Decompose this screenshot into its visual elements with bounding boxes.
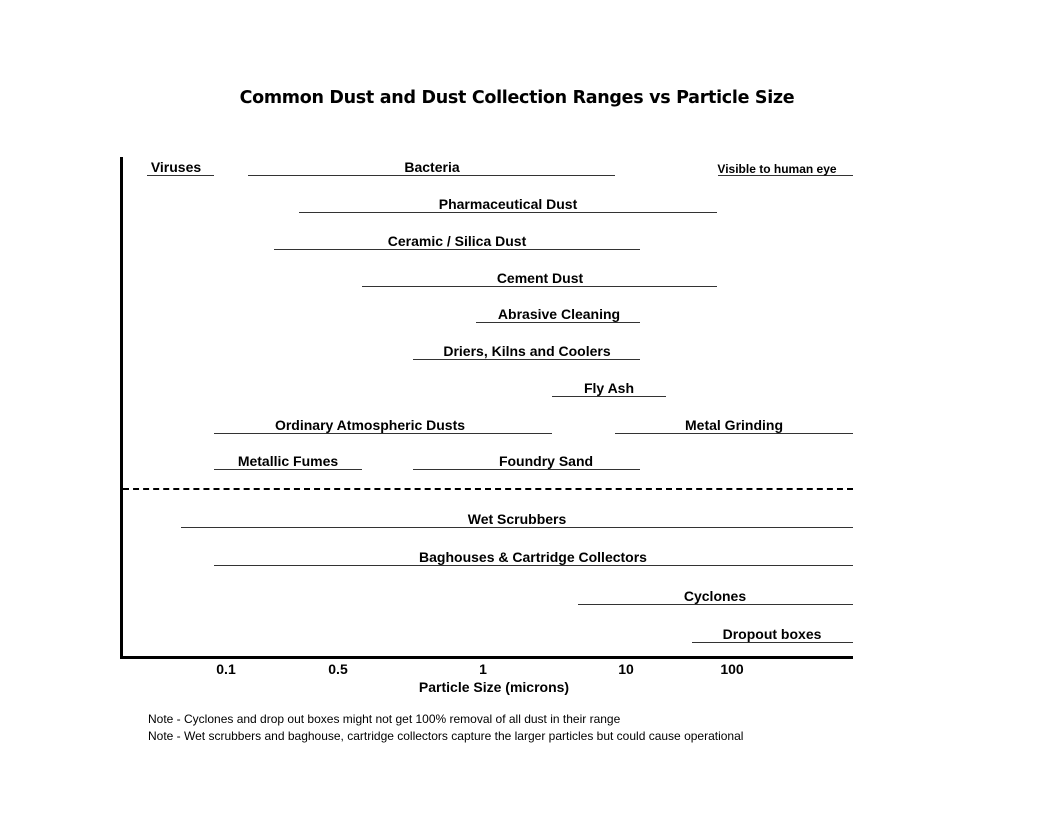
y-axis-line <box>120 157 123 659</box>
x-tick-label: 0.5 <box>328 661 348 677</box>
range-line <box>214 433 552 434</box>
range-label: Visible to human eye <box>717 162 837 176</box>
range-line <box>692 642 853 643</box>
range-label: Wet Scrubbers <box>467 511 567 527</box>
range-line <box>181 527 853 528</box>
range-line <box>147 175 214 176</box>
range-label: Abrasive Cleaning <box>497 306 621 322</box>
range-line <box>299 212 717 213</box>
x-tick-label: 0.1 <box>216 661 236 677</box>
range-line <box>552 396 666 397</box>
range-line <box>476 322 640 323</box>
note-1: Note - Cyclones and drop out boxes might not get 100% removal of all dust in their range <box>148 712 621 726</box>
dust-vs-equipment-divider <box>123 488 853 490</box>
range-label: Fly Ash <box>583 380 635 396</box>
range-label: Ordinary Atmospheric Dusts <box>274 417 466 433</box>
range-label: Ceramic / Silica Dust <box>387 233 527 249</box>
range-line <box>615 433 853 434</box>
range-line <box>362 286 717 287</box>
range-label: Pharmaceutical Dust <box>438 196 578 212</box>
range-label: Cement Dust <box>496 270 584 286</box>
range-label: Cyclones <box>683 588 747 604</box>
note-2: Note - Wet scrubbers and baghouse, cartridge collectors capture the larger particles but could cause operational <box>148 729 744 743</box>
chart-title: Common Dust and Dust Collection Ranges vs Particle Size <box>239 88 795 108</box>
range-line <box>578 604 853 605</box>
range-label: Driers, Kilns and Coolers <box>443 343 611 359</box>
range-line <box>248 175 615 176</box>
x-axis-line <box>120 656 853 659</box>
x-tick-label: 10 <box>618 661 634 677</box>
range-line <box>214 565 853 566</box>
range-label: Metal Grinding <box>685 417 783 433</box>
range-line <box>214 469 362 470</box>
range-label: Viruses <box>150 159 202 175</box>
range-label: Foundry Sand <box>498 453 594 469</box>
range-label: Dropout boxes <box>722 626 822 642</box>
range-label: Baghouses & Cartridge Collectors <box>419 549 647 565</box>
range-line <box>274 249 640 250</box>
range-line <box>413 359 640 360</box>
range-label: Metallic Fumes <box>237 453 339 469</box>
x-axis-label: Particle Size (microns) <box>418 679 570 695</box>
x-tick-label: 100 <box>720 661 744 677</box>
range-label: Bacteria <box>404 159 460 175</box>
x-tick-label: 1 <box>479 661 487 677</box>
range-line <box>413 469 640 470</box>
